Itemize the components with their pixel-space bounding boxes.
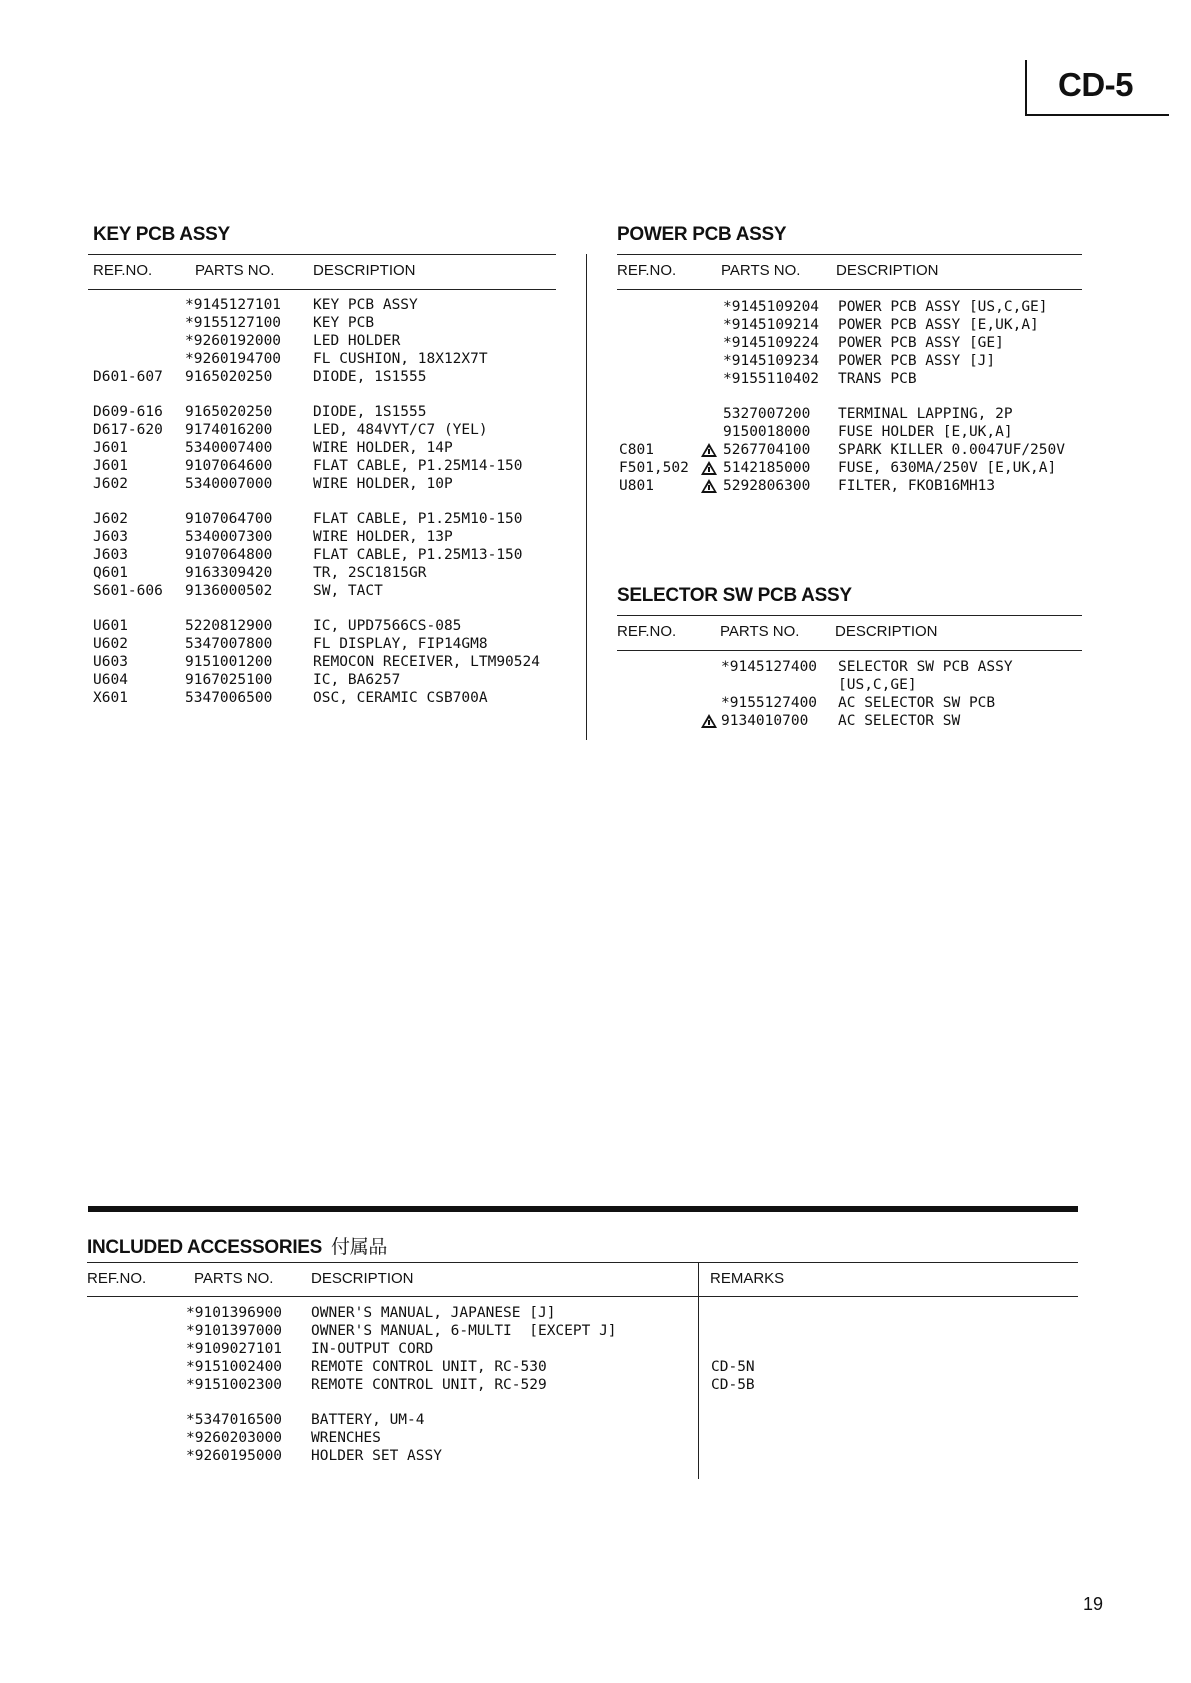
description: SW, TACT xyxy=(313,583,383,599)
selector-pcb-top-rule xyxy=(617,615,1082,616)
power-pcb-row xyxy=(617,459,1097,477)
description: FLAT CABLE, P1.25M10-150 xyxy=(313,511,523,527)
accessories-col-parts: PARTS NO. xyxy=(194,1270,274,1287)
description: DIODE, 1S1555 xyxy=(313,369,427,385)
key-pcb-col-ref: REF.NO. xyxy=(93,262,153,279)
key-pcb-col-parts: PARTS NO. xyxy=(195,262,275,279)
selector-pcb-table xyxy=(617,658,1097,730)
key-pcb-row xyxy=(93,635,563,653)
part-no: 9163309420 xyxy=(185,565,273,581)
accessories-col-remarks: REMARKS xyxy=(710,1270,785,1287)
accessories-row xyxy=(87,1376,1077,1394)
key-pcb-row xyxy=(93,332,563,350)
safety-warning-icon xyxy=(701,479,717,497)
section-heavy-rule xyxy=(88,1206,1078,1212)
part-no: *9145127101 xyxy=(185,297,282,313)
key-pcb-row xyxy=(93,296,563,314)
part-no: 9107064700 xyxy=(185,511,273,527)
key-pcb-row xyxy=(93,421,563,439)
part-no: 5220812900 xyxy=(185,618,273,634)
ref-no: X601 xyxy=(93,690,128,706)
description: FUSE, 630MA/250V [E,UK,A] xyxy=(838,460,1057,476)
ref-no: U601 xyxy=(93,618,128,634)
description: [US,C,GE] xyxy=(838,677,917,693)
ref-no: D609-616 xyxy=(93,404,163,420)
description: OSC, CERAMIC CSB700A xyxy=(313,690,488,706)
part-no: 5347007800 xyxy=(185,636,273,652)
ref-no: U602 xyxy=(93,636,128,652)
power-pcb-row xyxy=(617,405,1097,423)
key-pcb-row xyxy=(93,350,563,368)
description: HOLDER SET ASSY xyxy=(311,1448,442,1464)
description: POWER PCB ASSY [US,C,GE] xyxy=(838,299,1048,315)
power-pcb-col-ref: REF.NO. xyxy=(617,262,677,279)
accessories-top-rule xyxy=(87,1262,1078,1263)
description: IC, BA6257 xyxy=(313,672,401,688)
key-pcb-col-desc: DESCRIPTION xyxy=(313,262,416,279)
accessories-table xyxy=(87,1304,1077,1465)
description: WIRE HOLDER, 10P xyxy=(313,476,453,492)
remarks: CD-5N xyxy=(711,1359,755,1375)
accessories-title-en: INCLUDED ACCESSORIES xyxy=(87,1237,323,1258)
part-no: 9150018000 xyxy=(723,424,811,440)
key-pcb-row xyxy=(93,653,563,671)
ref-no: F501,502 xyxy=(619,460,689,476)
ref-no: U603 xyxy=(93,654,128,670)
ref-no: S601-606 xyxy=(93,583,163,599)
power-pcb-row xyxy=(617,316,1097,334)
part-no: *9145109234 xyxy=(723,353,820,369)
key-pcb-row xyxy=(93,403,563,421)
part-no: *9145109204 xyxy=(723,299,820,315)
accessories-title-jp: 付属品 xyxy=(331,1236,388,1258)
selector-pcb-row xyxy=(617,712,1097,730)
description: REMOTE CONTROL UNIT, RC-529 xyxy=(311,1377,547,1393)
description: SPARK KILLER 0.0047UF/250V xyxy=(838,442,1065,458)
part-no: *5347016500 xyxy=(186,1412,283,1428)
accessories-row xyxy=(87,1340,1077,1358)
part-no: 9165020250 xyxy=(185,404,273,420)
ref-no: D617-620 xyxy=(93,422,163,438)
power-pcb-row xyxy=(617,352,1097,370)
accessories-title xyxy=(87,1232,387,1259)
power-pcb-col-desc: DESCRIPTION xyxy=(836,262,939,279)
ref-no: C801 xyxy=(619,442,654,458)
description: POWER PCB ASSY [GE] xyxy=(838,335,1004,351)
power-pcb-row xyxy=(617,441,1097,459)
key-pcb-row xyxy=(93,457,563,475)
key-pcb-row xyxy=(93,617,563,635)
ref-no: J603 xyxy=(93,547,128,563)
description: FUSE HOLDER [E,UK,A] xyxy=(838,424,1013,440)
part-no: 9134010700 xyxy=(721,713,809,729)
part-no: *9145127400 xyxy=(721,659,818,675)
selector-pcb-row xyxy=(617,658,1097,676)
description: TR, 2SC1815GR xyxy=(313,565,427,581)
part-no: 5347006500 xyxy=(185,690,273,706)
part-no: *9260192000 xyxy=(185,333,282,349)
selector-pcb-header-rule xyxy=(617,650,1082,651)
power-pcb-top-rule xyxy=(617,254,1082,255)
part-no: *9260203000 xyxy=(186,1430,283,1446)
remarks: CD-5B xyxy=(711,1377,755,1393)
part-no: 9165020250 xyxy=(185,369,273,385)
ref-no: D601-607 xyxy=(93,369,163,385)
selector-pcb-col-ref: REF.NO. xyxy=(617,623,677,640)
power-pcb-row xyxy=(617,370,1097,388)
power-pcb-row xyxy=(617,423,1097,441)
part-no: *9260195000 xyxy=(186,1448,283,1464)
selector-pcb-title: SELECTOR SW PCB ASSY xyxy=(617,585,852,606)
key-pcb-row xyxy=(93,368,563,386)
key-pcb-top-rule xyxy=(88,254,556,255)
description: AC SELECTOR SW xyxy=(838,713,961,729)
part-no: *9155110402 xyxy=(723,371,820,387)
accessories-row xyxy=(87,1322,1077,1340)
part-no: 5292806300 xyxy=(723,478,811,494)
description: KEY PCB xyxy=(313,315,375,331)
description: WRENCHES xyxy=(311,1430,381,1446)
key-pcb-row xyxy=(93,671,563,689)
ref-no: J601 xyxy=(93,458,128,474)
part-no: 5267704100 xyxy=(723,442,811,458)
part-no: 5340007400 xyxy=(185,440,273,456)
description: REMOTE CONTROL UNIT, RC-530 xyxy=(311,1359,547,1375)
part-no: 5340007000 xyxy=(185,476,273,492)
description: TERMINAL LAPPING, 2P xyxy=(838,406,1013,422)
description: OWNER'S MANUAL, JAPANESE [J] xyxy=(311,1305,556,1321)
description: FILTER, FKOB16MH13 xyxy=(838,478,996,494)
selector-pcb-row xyxy=(617,694,1097,712)
description: REMOCON RECEIVER, LTM90524 xyxy=(313,654,540,670)
ref-no: U801 xyxy=(619,478,654,494)
ref-no: J602 xyxy=(93,476,128,492)
description: FLAT CABLE, P1.25M13-150 xyxy=(313,547,523,563)
part-no: 9107064800 xyxy=(185,547,273,563)
key-pcb-table xyxy=(93,296,563,707)
part-no: *9151002300 xyxy=(186,1377,283,1393)
description: FL DISPLAY, FIP14GM8 xyxy=(313,636,488,652)
selector-pcb-col-parts: PARTS NO. xyxy=(720,623,800,640)
part-no: *9145109224 xyxy=(723,335,820,351)
power-pcb-col-parts: PARTS NO. xyxy=(721,262,801,279)
model-label: CD-5 xyxy=(1058,66,1134,103)
key-pcb-row xyxy=(93,582,563,600)
part-no: 9151001200 xyxy=(185,654,273,670)
description: FL CUSHION, 18X12X7T xyxy=(313,351,488,367)
ref-no: J601 xyxy=(93,440,128,456)
part-no: 5327007200 xyxy=(723,406,811,422)
key-pcb-title: KEY PCB ASSY xyxy=(93,224,230,245)
description: AC SELECTOR SW PCB xyxy=(838,695,996,711)
key-pcb-row xyxy=(93,439,563,457)
description: LED HOLDER xyxy=(313,333,401,349)
part-no: *9109027101 xyxy=(186,1341,283,1357)
accessories-row xyxy=(87,1447,1077,1465)
power-pcb-title: POWER PCB ASSY xyxy=(617,224,787,245)
accessories-row xyxy=(87,1304,1077,1322)
accessories-row xyxy=(87,1429,1077,1447)
part-no: *9155127400 xyxy=(721,695,818,711)
part-no: *9101396900 xyxy=(186,1305,283,1321)
key-pcb-row xyxy=(93,475,563,493)
key-pcb-row xyxy=(93,564,563,582)
description: FLAT CABLE, P1.25M14-150 xyxy=(313,458,523,474)
description: WIRE HOLDER, 13P xyxy=(313,529,453,545)
part-no: 9136000502 xyxy=(185,583,273,599)
part-no: *9145109214 xyxy=(723,317,820,333)
description: DIODE, 1S1555 xyxy=(313,404,427,420)
part-no: 5340007300 xyxy=(185,529,273,545)
ref-no: U604 xyxy=(93,672,128,688)
part-no: 9107064600 xyxy=(185,458,273,474)
accessories-col-ref: REF.NO. xyxy=(87,1270,147,1287)
accessories-row xyxy=(87,1411,1077,1429)
description: KEY PCB ASSY xyxy=(313,297,418,313)
description: POWER PCB ASSY [J] xyxy=(838,353,996,369)
description: BATTERY, UM-4 xyxy=(311,1412,425,1428)
selector-pcb-row xyxy=(617,676,1097,694)
power-pcb-header-rule xyxy=(617,289,1082,290)
key-pcb-row xyxy=(93,546,563,564)
part-no: 9167025100 xyxy=(185,672,273,688)
power-pcb-row xyxy=(617,298,1097,316)
key-pcb-row xyxy=(93,510,563,528)
safety-warning-icon xyxy=(701,714,717,732)
description: LED, 484VYT/C7 (YEL) xyxy=(313,422,488,438)
accessories-header-rule xyxy=(87,1296,1078,1297)
description: IN-OUTPUT CORD xyxy=(311,1341,434,1357)
part-no: *9260194700 xyxy=(185,351,282,367)
part-no: *9101397000 xyxy=(186,1323,283,1339)
column-divider xyxy=(586,254,587,740)
part-no: *9155127100 xyxy=(185,315,282,331)
power-pcb-row xyxy=(617,334,1097,352)
page-number: 19 xyxy=(1083,1594,1104,1614)
key-pcb-row xyxy=(93,314,563,332)
power-pcb-table xyxy=(617,298,1097,495)
description: POWER PCB ASSY [E,UK,A] xyxy=(838,317,1039,333)
ref-no: Q601 xyxy=(93,565,128,581)
accessories-row xyxy=(87,1358,1077,1376)
description: IC, UPD7566CS-085 xyxy=(313,618,462,634)
part-no: 9174016200 xyxy=(185,422,273,438)
description: TRANS PCB xyxy=(838,371,917,387)
key-pcb-row xyxy=(93,689,563,707)
accessories-col-desc: DESCRIPTION xyxy=(311,1270,414,1287)
key-pcb-row xyxy=(93,528,563,546)
ref-no: J603 xyxy=(93,529,128,545)
ref-no: J602 xyxy=(93,511,128,527)
description: OWNER'S MANUAL, 6-MULTI [EXCEPT J] xyxy=(311,1323,617,1339)
selector-pcb-col-desc: DESCRIPTION xyxy=(835,623,938,640)
part-no: *9151002400 xyxy=(186,1359,283,1375)
key-pcb-header-rule xyxy=(88,289,556,290)
power-pcb-row xyxy=(617,477,1097,495)
part-no: 5142185000 xyxy=(723,460,811,476)
description: WIRE HOLDER, 14P xyxy=(313,440,453,456)
description: SELECTOR SW PCB ASSY xyxy=(838,659,1013,675)
